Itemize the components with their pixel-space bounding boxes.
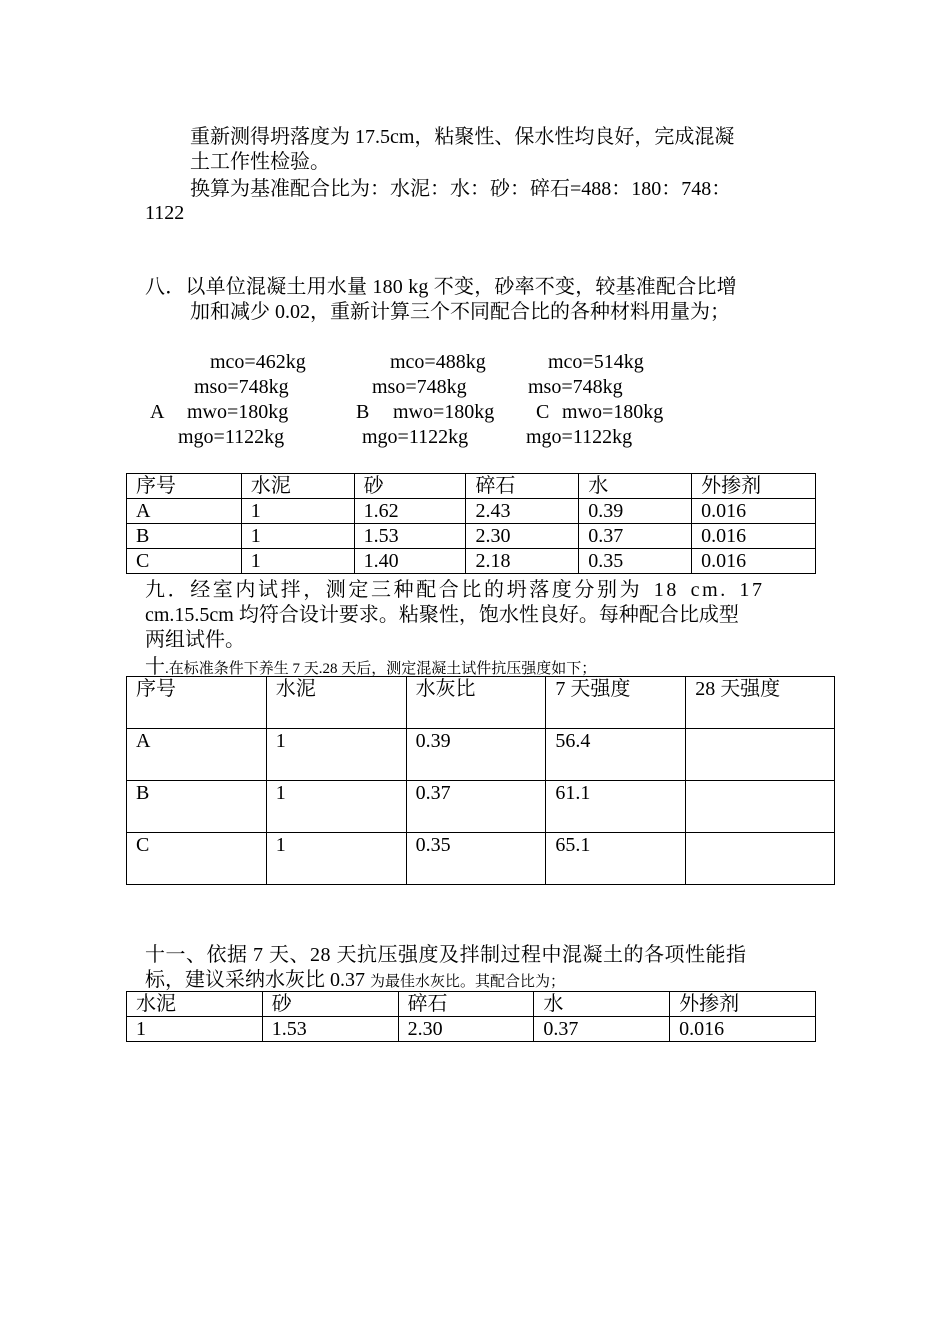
table-cell: 1 bbox=[241, 499, 354, 524]
header-cell: 水 bbox=[534, 992, 670, 1017]
s8-line1: 八．以单位混凝土用水量 180 kg 不变，砂率不变，较基准配合比增 bbox=[145, 276, 737, 298]
table-cell: 0.37 bbox=[406, 781, 546, 833]
table-cell: 2.30 bbox=[398, 1017, 534, 1042]
table-cell bbox=[686, 833, 835, 885]
table-row bbox=[127, 499, 816, 524]
table-cell: 0.39 bbox=[406, 729, 546, 781]
s8-line2: 加和减少 0.02，重新计算三个不同配合比的各种材料用量为； bbox=[190, 301, 730, 323]
table-row bbox=[127, 729, 835, 781]
table-cell: 0.016 bbox=[692, 549, 816, 574]
mix-b-gravel: mgo=1122kg bbox=[362, 426, 469, 448]
table-cell: A bbox=[127, 729, 267, 781]
table-cell: 1 bbox=[127, 1017, 263, 1042]
s7-line3: 换算为基准配合比为：水泥：水：砂：碎石=488：180：748： bbox=[190, 178, 732, 200]
header-cell: 外掺剂 bbox=[670, 992, 816, 1017]
table-cell: 2.18 bbox=[466, 549, 579, 574]
s10-line1: 十.在标准条件下养生 7 天.28 天后，测定混凝土试件抗压强度如下； bbox=[145, 656, 597, 678]
header-cell: 序号 bbox=[127, 474, 242, 499]
mix-a-gravel: mgo=1122kg bbox=[178, 426, 285, 448]
mix-a-cement: mco=462kg bbox=[210, 351, 306, 373]
table-cell: C bbox=[127, 549, 242, 574]
table-header-row bbox=[127, 677, 835, 729]
table-cell: 0.37 bbox=[579, 524, 692, 549]
mix-a-sand: mso=748kg bbox=[194, 376, 289, 398]
mix-c-gravel: mgo=1122kg bbox=[526, 426, 633, 448]
header-cell: 碎石 bbox=[466, 474, 579, 499]
mix-label-c: C bbox=[536, 401, 550, 423]
table-header-row bbox=[127, 992, 816, 1017]
table-cell: 2.30 bbox=[466, 524, 579, 549]
s9-line3: 两组试件。 bbox=[145, 629, 245, 651]
s7-line4: 1122 bbox=[145, 202, 185, 224]
table-row bbox=[127, 781, 835, 833]
mix-c-sand: mso=748kg bbox=[528, 376, 623, 398]
table-cell: 0.39 bbox=[579, 499, 692, 524]
table-cell: 56.4 bbox=[546, 729, 686, 781]
mix-b-cement: mco=488kg bbox=[390, 351, 486, 373]
table-cell: 1.62 bbox=[354, 499, 466, 524]
table-cell bbox=[686, 729, 835, 781]
s11-line2-b: 为最佳水灰比。其配合比为； bbox=[370, 974, 566, 990]
mix-label-a: A bbox=[150, 401, 165, 423]
table-row bbox=[127, 549, 816, 574]
table-cell: 1 bbox=[266, 729, 406, 781]
header-cell: 7 天强度 bbox=[546, 677, 686, 729]
table-cell: 1 bbox=[266, 781, 406, 833]
header-cell: 水泥 bbox=[266, 677, 406, 729]
mix-b-water: mwo=180kg bbox=[393, 401, 495, 423]
mix-label-b: B bbox=[356, 401, 370, 423]
final-mix-table bbox=[126, 991, 816, 1042]
s9-line1: 九．经室内试拌，测定三种配合比的坍落度分别为 18 cm. 17 bbox=[145, 579, 765, 601]
table-cell: C bbox=[127, 833, 267, 885]
header-cell: 外掺剂 bbox=[692, 474, 816, 499]
table-cell: 1 bbox=[241, 549, 354, 574]
table-cell: 61.1 bbox=[546, 781, 686, 833]
s7-line2: 土工作性检验。 bbox=[190, 151, 330, 173]
table-cell: 1 bbox=[241, 524, 354, 549]
header-cell: 序号 bbox=[127, 677, 267, 729]
s11-line2-a: 标，建议采纳水灰比 0.37 bbox=[145, 969, 370, 991]
table-row bbox=[127, 1017, 816, 1042]
mix-ratio-table bbox=[126, 473, 816, 574]
header-cell: 砂 bbox=[354, 474, 466, 499]
mix-a-water: mwo=180kg bbox=[187, 401, 289, 423]
header-cell: 碎石 bbox=[398, 992, 534, 1017]
table-cell: 1.53 bbox=[354, 524, 466, 549]
header-cell: 水灰比 bbox=[406, 677, 546, 729]
table-cell: 1.53 bbox=[262, 1017, 398, 1042]
header-cell: 水泥 bbox=[241, 474, 354, 499]
table-cell: B bbox=[127, 524, 242, 549]
table-cell: 1.40 bbox=[354, 549, 466, 574]
table-cell: 0.37 bbox=[534, 1017, 670, 1042]
table-cell: 0.35 bbox=[579, 549, 692, 574]
table-cell bbox=[686, 781, 835, 833]
table-cell: 0.016 bbox=[692, 499, 816, 524]
table-cell: 0.016 bbox=[670, 1017, 816, 1042]
s9-line2: cm.15.5cm 均符合设计要求。粘聚性，饱水性良好。每种配合比成型 bbox=[145, 604, 739, 626]
s10-text: .在标准条件下养生 7 天.28 天后，测定混凝土试件抗压强度如下； bbox=[165, 661, 597, 677]
s7-line1: 重新测得坍落度为 17.5cm，粘聚性、保水性均良好，完成混凝 bbox=[190, 126, 735, 148]
header-cell: 水泥 bbox=[127, 992, 263, 1017]
mix-b-sand: mso=748kg bbox=[372, 376, 467, 398]
mix-c-cement: mco=514kg bbox=[548, 351, 644, 373]
table-cell: 0.016 bbox=[692, 524, 816, 549]
table-cell: 2.43 bbox=[466, 499, 579, 524]
mix-c-water: mwo=180kg bbox=[562, 401, 664, 423]
header-cell: 水 bbox=[579, 474, 692, 499]
table-header-row bbox=[127, 474, 816, 499]
table-cell: 0.35 bbox=[406, 833, 546, 885]
table-row bbox=[127, 833, 835, 885]
header-cell: 28 天强度 bbox=[686, 677, 835, 729]
strength-table bbox=[126, 676, 835, 885]
table-cell: 1 bbox=[266, 833, 406, 885]
header-cell: 砂 bbox=[262, 992, 398, 1017]
table-row bbox=[127, 524, 816, 549]
table-cell: A bbox=[127, 499, 242, 524]
table-cell: 65.1 bbox=[546, 833, 686, 885]
s11-line1: 十一、依据 7 天、28 天抗压强度及拌制过程中混凝土的各项性能指 bbox=[145, 944, 747, 966]
table-cell: B bbox=[127, 781, 267, 833]
